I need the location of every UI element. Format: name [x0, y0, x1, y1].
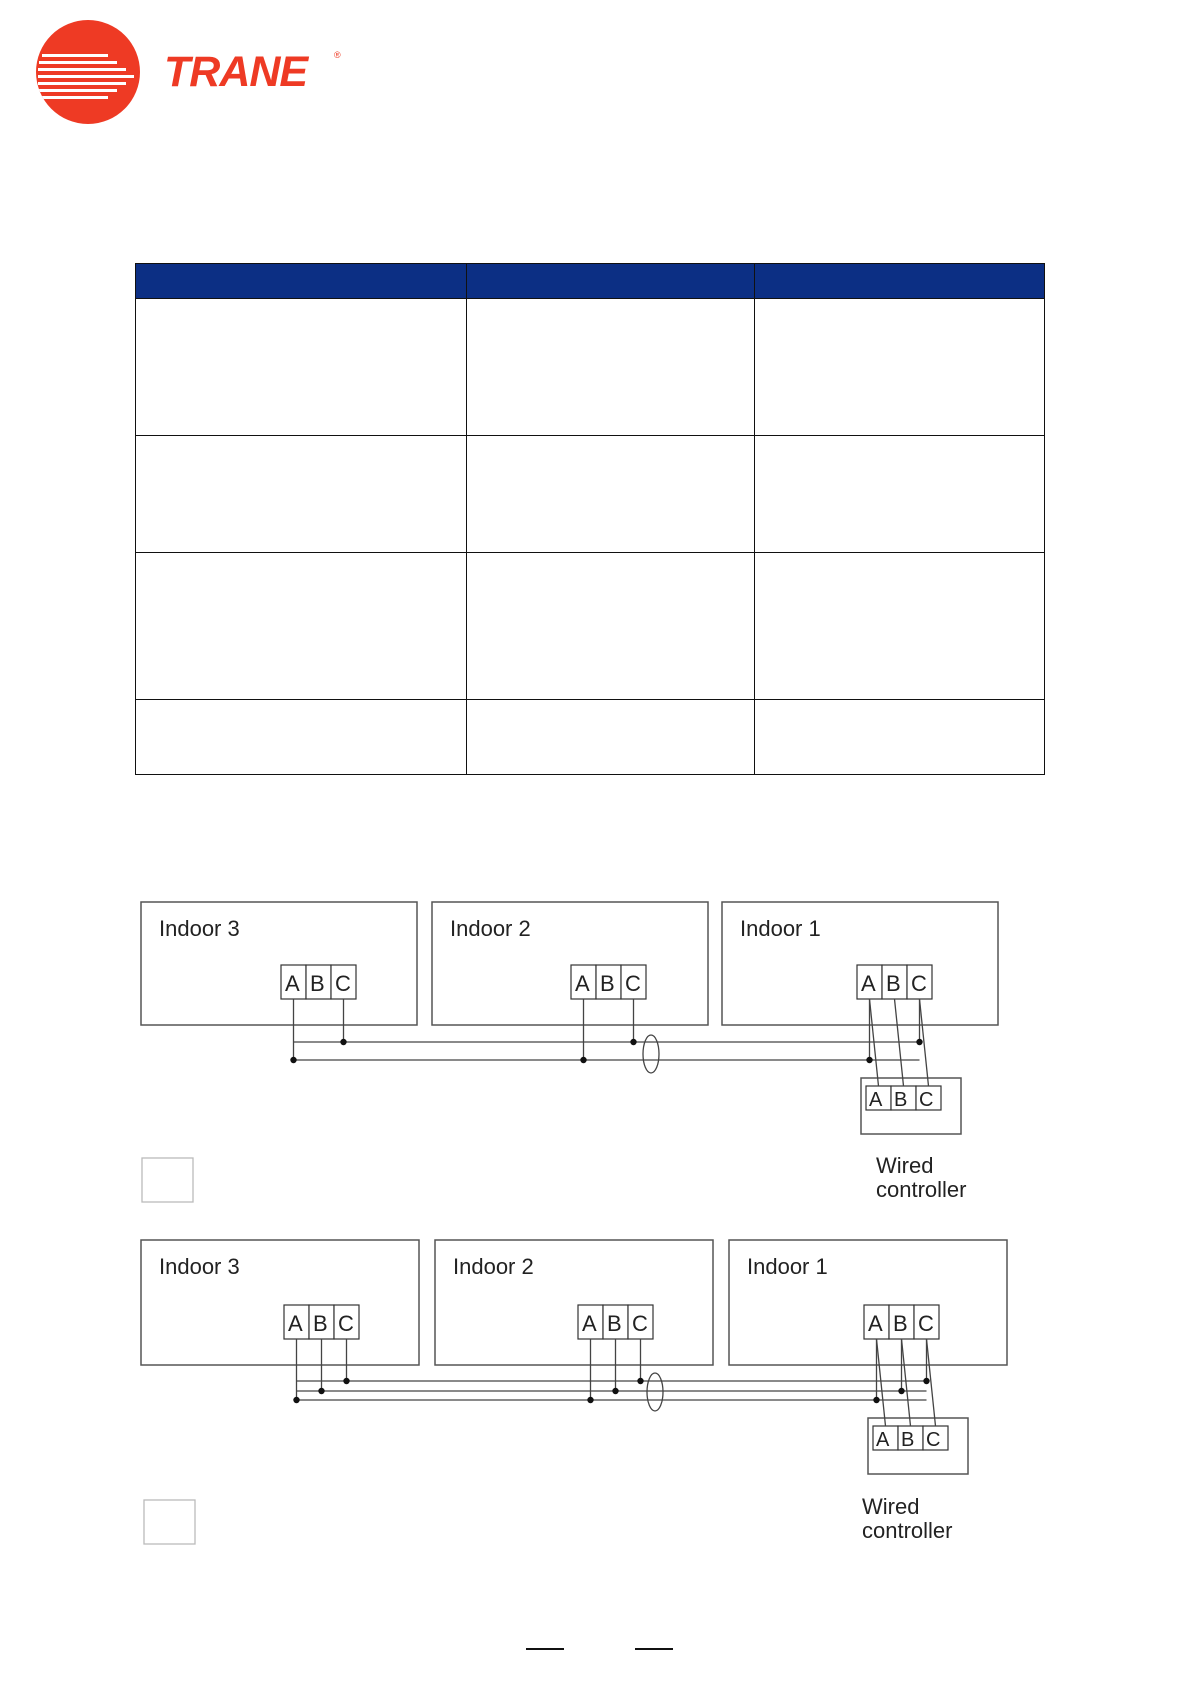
registered-mark: ® [334, 50, 341, 60]
terminal-label: A [582, 1311, 597, 1336]
controller-terminal-label: C [926, 1429, 941, 1451]
indoor-unit-label: Indoor 2 [453, 1254, 534, 1279]
table-cell [467, 436, 755, 553]
table-row [136, 700, 1045, 775]
terminal-label: B [893, 1311, 908, 1336]
junction-dot [898, 1388, 904, 1394]
trane-wordmark: TRANE [164, 48, 308, 96]
junction-dot [340, 1039, 346, 1045]
table-cell [136, 299, 467, 436]
table-cell [755, 299, 1045, 436]
terminal-label: A [285, 971, 300, 996]
terminal-label: C [335, 971, 351, 996]
junction-dot [290, 1057, 296, 1063]
table-header-cell [467, 264, 755, 299]
table-cell [136, 553, 467, 700]
table-cell [755, 436, 1045, 553]
table-cell [467, 700, 755, 775]
terminal-label: A [868, 1311, 883, 1336]
empty-label-box [142, 1158, 193, 1202]
terminal-label: A [575, 971, 590, 996]
indoor-unit-label: Indoor 3 [159, 916, 240, 941]
table-header-row [136, 264, 1045, 299]
spec-table [135, 263, 1045, 775]
terminal-label: C [918, 1311, 934, 1336]
junction-dot [630, 1039, 636, 1045]
trane-logo-circle [36, 20, 140, 124]
trane-logo [36, 20, 356, 124]
junction-dot [587, 1397, 593, 1403]
controller-label: controller [876, 1177, 967, 1202]
terminal-label: C [338, 1311, 354, 1336]
table-row [136, 436, 1045, 553]
footer-rule-right [635, 1648, 673, 1650]
terminal-label: B [607, 1311, 622, 1336]
wiring-diagrams [0, 880, 1191, 1600]
controller-label: controller [862, 1518, 953, 1543]
controller-terminal-label: A [876, 1429, 890, 1451]
wiring-diagram-1 [141, 902, 998, 1202]
table-header-cell [755, 264, 1045, 299]
indoor-unit-label: Indoor 2 [450, 916, 531, 941]
footer-rule-left [526, 1648, 564, 1650]
junction-dot [923, 1378, 929, 1384]
junction-dot [293, 1397, 299, 1403]
table-cell [467, 553, 755, 700]
wiring-diagram-2 [141, 1240, 1007, 1544]
table-cell [755, 700, 1045, 775]
terminal-label: B [886, 971, 901, 996]
junction-dot [612, 1388, 618, 1394]
table-row [136, 553, 1045, 700]
terminal-label: C [911, 971, 927, 996]
indoor-unit-label: Indoor 1 [747, 1254, 828, 1279]
terminal-label: C [632, 1311, 648, 1336]
shield-symbol [647, 1373, 663, 1411]
terminal-label: A [861, 971, 876, 996]
controller-label: Wired [862, 1494, 920, 1519]
shield-symbol [643, 1035, 659, 1073]
controller-terminal-label: A [869, 1089, 883, 1111]
junction-dot [318, 1388, 324, 1394]
terminal-label: B [310, 971, 325, 996]
table-cell [467, 299, 755, 436]
junction-dot [343, 1378, 349, 1384]
terminal-label: B [313, 1311, 328, 1336]
table-header-cell [136, 264, 467, 299]
table-cell [136, 700, 467, 775]
controller-label: Wired [876, 1153, 934, 1178]
table-cell [755, 553, 1045, 700]
indoor-unit-label: Indoor 3 [159, 1254, 240, 1279]
junction-dot [866, 1057, 872, 1063]
junction-dot [637, 1378, 643, 1384]
empty-label-box [144, 1500, 195, 1544]
terminal-label: B [600, 971, 615, 996]
terminal-label: C [625, 971, 641, 996]
controller-terminal-label: B [901, 1429, 915, 1451]
table-cell [136, 436, 467, 553]
controller-terminal-label: B [894, 1089, 908, 1111]
terminal-label: A [288, 1311, 303, 1336]
controller-terminal-label: C [919, 1089, 934, 1111]
junction-dot [916, 1039, 922, 1045]
indoor-unit-label: Indoor 1 [740, 916, 821, 941]
controller-wire [902, 1339, 911, 1426]
junction-dot [580, 1057, 586, 1063]
table-row [136, 299, 1045, 436]
junction-dot [873, 1397, 879, 1403]
controller-wire [877, 1339, 886, 1426]
